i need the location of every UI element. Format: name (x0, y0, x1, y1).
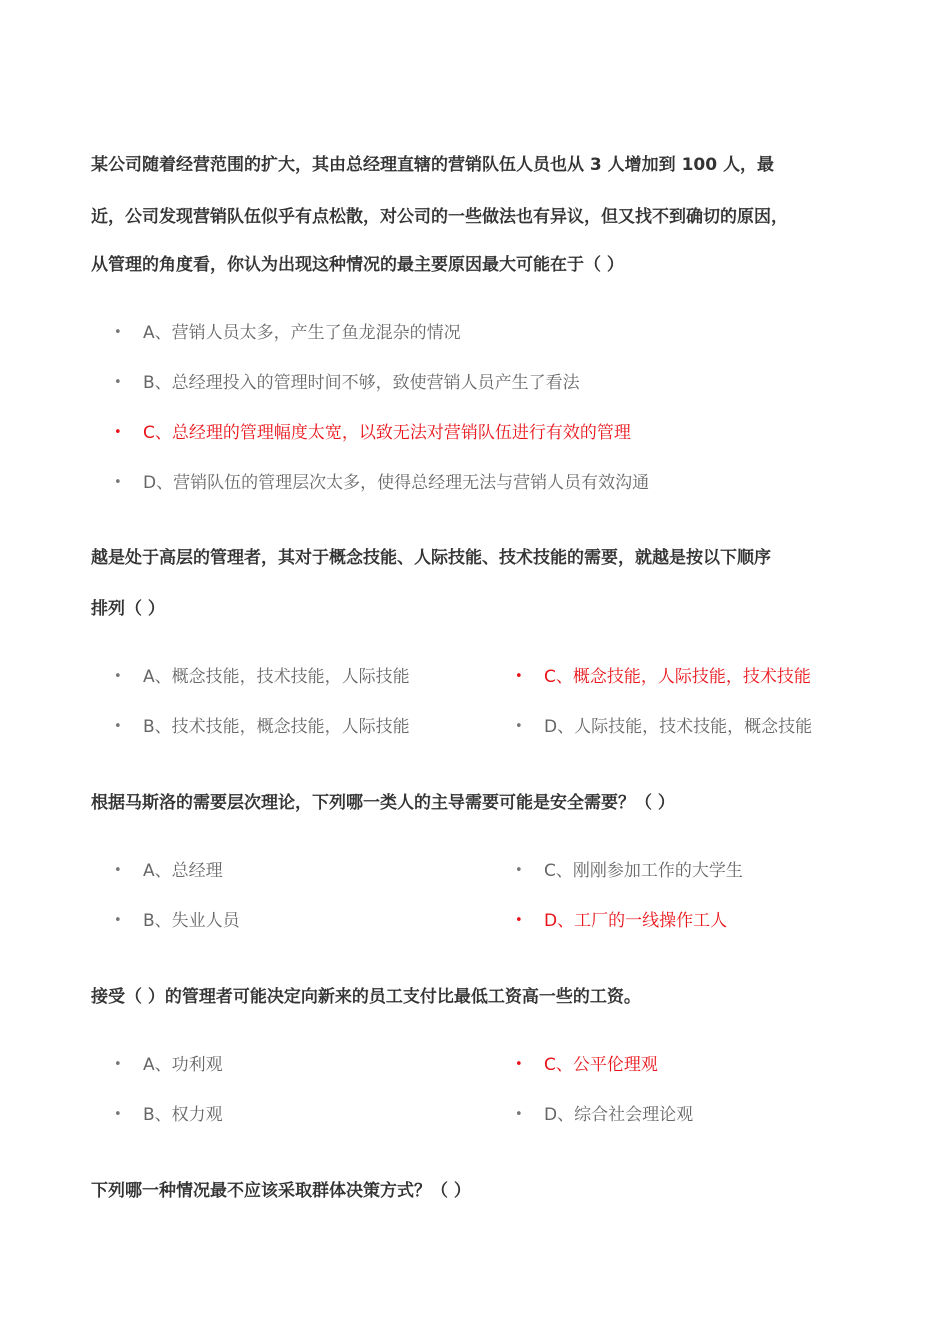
option-label: D、人际技能，技术技能，概念技能 (544, 717, 813, 737)
question-4-option-b[interactable] (114, 1103, 223, 1127)
option-label: A、总经理 (143, 861, 223, 881)
question-3-option-c[interactable] (515, 859, 743, 883)
question-2-option-b[interactable] (114, 715, 410, 739)
bullet-icon: • (114, 425, 122, 440)
question-4-option-a[interactable] (114, 1053, 223, 1077)
question-4-option-c-correct[interactable] (515, 1053, 658, 1077)
bullet-icon: • (114, 719, 122, 734)
question-2-line-2: 排列（ ） (91, 599, 165, 619)
bullet-icon: • (114, 325, 122, 340)
question-2-option-a[interactable] (114, 665, 410, 689)
question-2-line-1: 越是处于高层的管理者，其对于概念技能、人际技能、技术技能的需要，就越是按以下顺序 (91, 548, 771, 568)
option-label: B、总经理投入的管理时间不够，致使营销人员产生了看法 (143, 373, 580, 393)
option-label: C、总经理的管理幅度太宽，以致无法对营销队伍进行有效的管理 (143, 423, 631, 443)
bullet-icon: • (515, 863, 523, 878)
question-4-option-d[interactable] (515, 1103, 694, 1127)
option-label: C、刚刚参加工作的大学生 (544, 861, 743, 881)
bullet-icon: • (515, 1107, 523, 1122)
option-label: A、营销人员太多，产生了鱼龙混杂的情况 (143, 323, 461, 343)
question-1-line-2: 近，公司发现营销队伍似乎有点松散，对公司的一些做法也有异议，但又找不到确切的原因， (91, 207, 788, 227)
question-3-line-1: 根据马斯洛的需要层次理论，下列哪一类人的主导需要可能是安全需要？（ ） (91, 793, 675, 813)
option-label: D、工厂的一线操作工人 (544, 911, 728, 931)
question-1-option-c-correct[interactable] (114, 421, 631, 445)
question-1-line-3: 从管理的角度看，你认为出现这种情况的最主要原因最大可能在于（ ） (91, 255, 624, 275)
bullet-icon: • (114, 913, 122, 928)
bullet-icon: • (515, 669, 523, 684)
bullet-icon: • (114, 669, 122, 684)
question-1-option-a[interactable] (114, 321, 461, 345)
option-label: A、功利观 (143, 1055, 223, 1075)
bullet-icon: • (114, 1057, 122, 1072)
option-label: C、公平伦理观 (544, 1055, 658, 1075)
option-label: A、概念技能，技术技能，人际技能 (143, 667, 410, 687)
bullet-icon: • (515, 913, 523, 928)
option-label: C、概念技能，人际技能，技术技能 (544, 667, 811, 687)
bullet-icon: • (515, 719, 523, 734)
question-1-line-1: 某公司随着经营范围的扩大，其由总经理直辖的营销队伍人员也从 3 人增加到 100 人，最 (91, 155, 774, 175)
question-2-option-d[interactable] (515, 715, 813, 739)
option-label: B、技术技能，概念技能，人际技能 (143, 717, 410, 737)
option-label: B、失业人员 (143, 911, 240, 931)
question-3-option-d-correct[interactable] (515, 909, 728, 933)
question-2-option-c-correct[interactable] (515, 665, 811, 689)
option-label: D、营销队伍的管理层次太多，使得总经理无法与营销人员有效沟通 (143, 473, 650, 493)
question-5-line-1: 下列哪一种情况最不应该采取群体决策方式？（ ） (91, 1181, 471, 1201)
option-label: B、权力观 (143, 1105, 223, 1125)
option-label: D、综合社会理论观 (544, 1105, 694, 1125)
question-4-line-1: 接受（ ）的管理者可能决定向新来的员工支付比最低工资高一些的工资。 (91, 987, 641, 1007)
question-3-option-b[interactable] (114, 909, 240, 933)
bullet-icon: • (114, 375, 122, 390)
question-1-option-d[interactable] (114, 471, 650, 495)
bullet-icon: • (515, 1057, 523, 1072)
bullet-icon: • (114, 863, 122, 878)
bullet-icon: • (114, 475, 122, 490)
question-3-option-a[interactable] (114, 859, 223, 883)
bullet-icon: • (114, 1107, 122, 1122)
question-1-option-b[interactable] (114, 371, 580, 395)
